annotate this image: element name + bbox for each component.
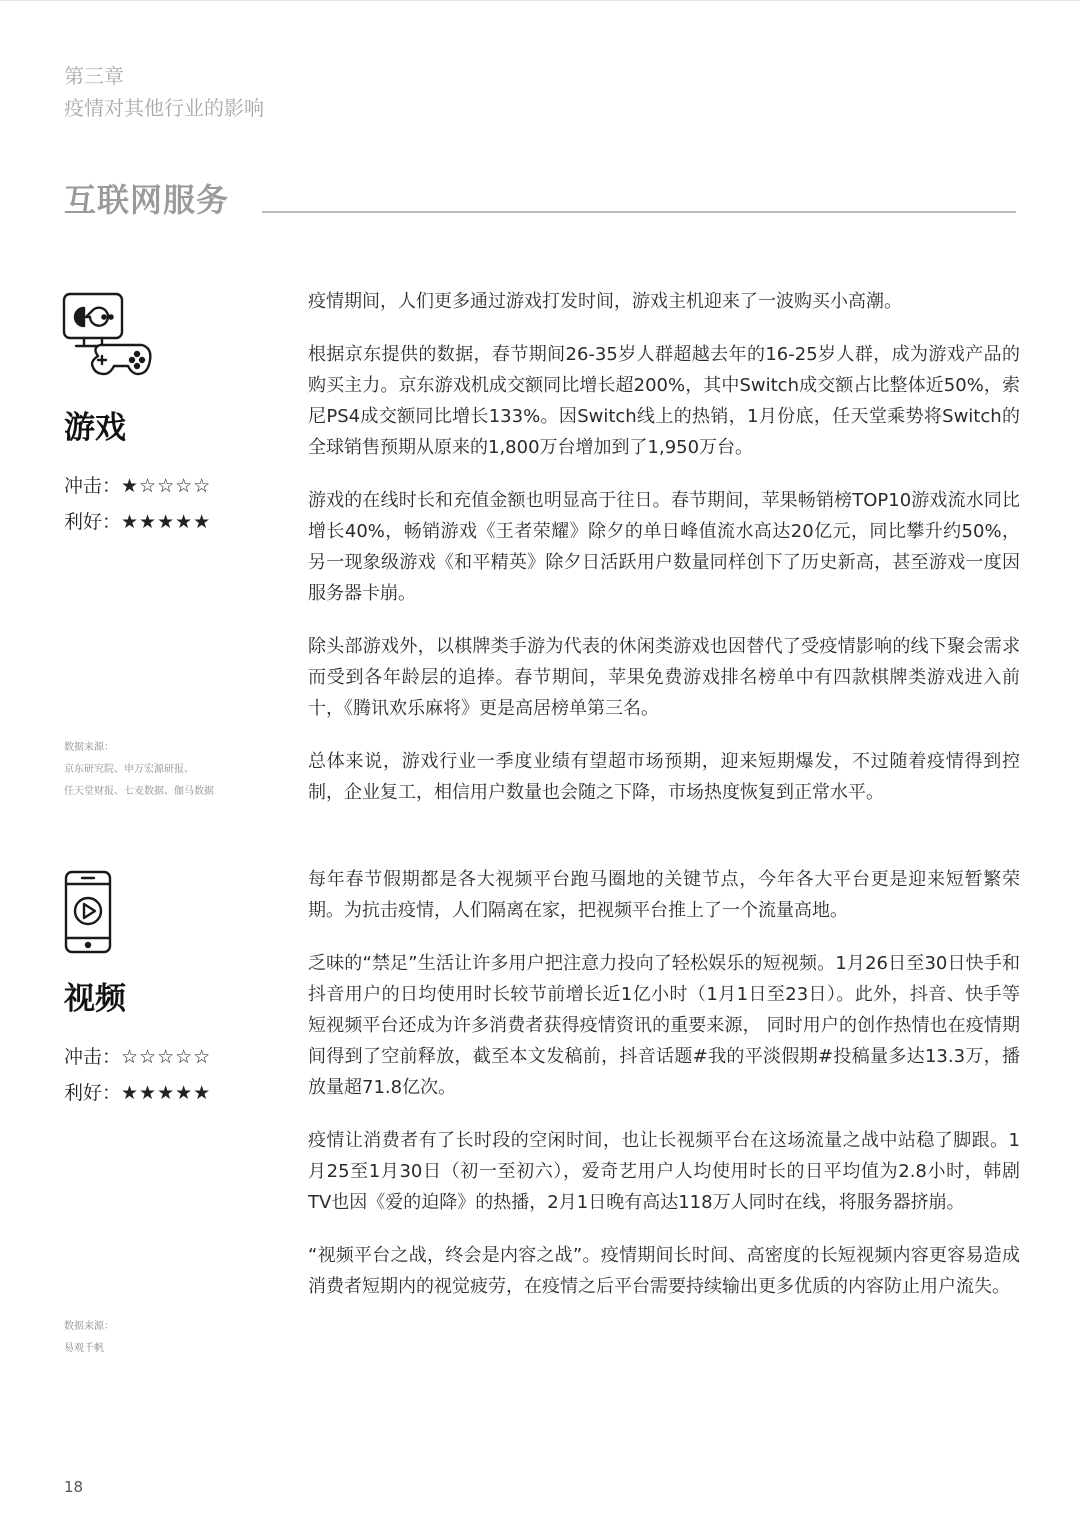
video-paragraph: 每年春节假期都是各大视频平台跑马圈地的关键节点，今年各大平台更是迎来短暂繁荣期。为抗击疫情，人们隔离在家，把视频平台推上了一个流量高地。 bbox=[308, 869, 1020, 921]
video-impact-rating bbox=[64, 1039, 211, 1075]
benefit-label: 利好： bbox=[64, 511, 122, 533]
game-console-icon bbox=[62, 290, 156, 382]
impact-label: 冲击： bbox=[64, 475, 122, 497]
impact-stars: ☆☆☆☆☆ bbox=[121, 1046, 212, 1068]
smartphone-play-icon bbox=[64, 870, 112, 954]
section-title: 互联网服务 bbox=[64, 181, 230, 219]
benefit-stars: ★★★★★ bbox=[121, 511, 212, 533]
benefit-stars: ★★★★★ bbox=[121, 1082, 212, 1104]
games-source bbox=[64, 737, 244, 803]
games-benefit-rating bbox=[64, 504, 211, 540]
video-paragraph: “视频平台之战，终会是内容之战”。疫情期间长时间、高密度的长短视频内容更容易造成消费者短期内的视觉疲劳，在疫情之后平台需要持续输出更多优质的内容防止用户流失。 bbox=[308, 1245, 1020, 1297]
games-title: 游戏 bbox=[64, 410, 126, 446]
source-label: 数据来源： bbox=[64, 1321, 114, 1332]
source-line: 任天堂财报、七麦数据、伽马数据 bbox=[64, 786, 214, 797]
chapter-subtitle: 疫情对其他行业的影响 bbox=[64, 96, 264, 120]
games-content bbox=[308, 286, 1020, 830]
games-paragraph: 游戏的在线时长和充值金额也明显高于往日。春节期间，苹果畅销榜TOP10游戏流水同比增长40%，畅销游戏《王者荣耀》除夕的单日峰值流水高达20亿元，同比攀升约50%，另一现象级游戏《和平精英》除夕日活跃用户数量同样创下了历史新高，甚至游戏一度因服务器卡崩。 bbox=[308, 490, 1020, 604]
video-source bbox=[64, 1316, 244, 1360]
games-impact-rating bbox=[64, 468, 211, 504]
chapter-number: 第三章 bbox=[64, 64, 124, 88]
games-paragraph: 疫情期间，人们更多通过游戏打发时间，游戏主机迎来了一波购买小高潮。 bbox=[308, 291, 902, 312]
video-benefit-rating bbox=[64, 1075, 211, 1111]
games-paragraph: 总体来说，游戏行业一季度业绩有望超市场预期，迎来短期爆发，不过随着疫情得到控制，企业复工，相信用户数量也会随之下降，市场热度恢复到正常水平。 bbox=[308, 751, 1020, 803]
games-paragraph: 根据京东提供的数据，春节期间26-35岁人群超越去年的16-25岁人群，成为游戏产品的购买主力。京东游戏机成交额同比增长超200%，其中Switch成交额占比整体近50%，索尼PS4成交额同比增长133%。因Switch线上的热销，1月份底，任天堂乘势将Switch的全球销售预期从原来的1,800万台增加到了1,950万台。 bbox=[308, 344, 1020, 458]
source-line: 京东研究院、申万宏源研报、 bbox=[64, 764, 194, 775]
video-paragraph: 乏味的“禁足”生活让许多用户把注意力投向了轻松娱乐的短视频。1月26日至30日快手和抖音用户的日均使用时长较节前增长近1亿小时（1月1日至23日）。此外，抖音、快手等短视频平台还成为许多消费者获得疫情资讯的重要来源， 同时用户的创作热情也在疫情期间得到了空前释放，截至本文发稿前，抖音话题#我的平淡假期#投稿量多达13.3万，播放量超71.8亿次。 bbox=[308, 953, 1020, 1098]
video-title: 视频 bbox=[64, 981, 126, 1017]
page-number: 18 bbox=[64, 1478, 84, 1496]
games-paragraph: 除头部游戏外，以棋牌类手游为代表的休闲类游戏也因替代了受疫情影响的线下聚会需求而受到各年龄层的追捧。春节期间，苹果免费游戏排名榜单中有四款棋牌类游戏进入前十，《腾讯欢乐麻将》更是高居榜单第三名。 bbox=[308, 636, 1020, 719]
section-divider bbox=[262, 211, 1016, 213]
chapter-header bbox=[64, 60, 264, 124]
video-content bbox=[308, 864, 1020, 1324]
top-divider bbox=[0, 0, 1080, 1]
benefit-label: 利好： bbox=[64, 1082, 122, 1104]
source-label: 数据来源： bbox=[64, 742, 114, 753]
impact-stars: ★☆☆☆☆ bbox=[121, 475, 212, 497]
source-line: 易观千帆 bbox=[64, 1343, 104, 1354]
video-paragraph: 疫情让消费者有了长时段的空闲时间，也让长视频平台在这场流量之战中站稳了脚跟。1月25至1月30日（初一至初六），爱奇艺用户人均使用时长的日平均值为2.8小时，韩剧TV也因《爱的迫降》的热播，2月1日晚有高达118万人同时在线，将服务器挤崩。 bbox=[308, 1130, 1020, 1213]
impact-label: 冲击： bbox=[64, 1046, 122, 1068]
